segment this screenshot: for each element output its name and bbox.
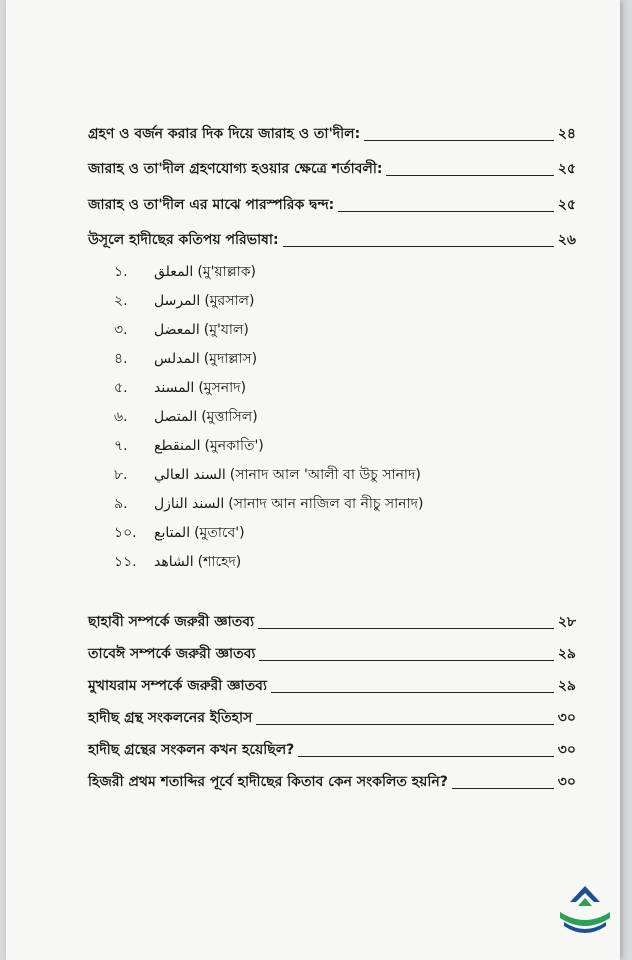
dot-leader [364, 140, 554, 141]
toc-entry-title: হাদীছ গ্রন্থের সংকলন কখন হয়েছিল? [88, 742, 295, 758]
publisher-logo-icon [554, 880, 616, 940]
term-number: ৫. [114, 380, 128, 396]
toc-entry-page: ২৮ [557, 614, 576, 630]
term-arabic: المرسل [154, 293, 201, 309]
toc-entry[interactable] [88, 157, 576, 181]
term-item[interactable] [114, 318, 249, 342]
term-arabic: السند العالي [154, 467, 226, 483]
term-bangla: (মুসনাদ) [198, 380, 247, 396]
book-page [6, 0, 620, 960]
term-item[interactable] [114, 463, 421, 487]
term-arabic: المتصل [154, 409, 198, 425]
term-bangla: (মুদাল্লাস) [203, 351, 258, 367]
term-item[interactable] [114, 550, 241, 574]
term-bangla: (মুরসাল) [204, 293, 255, 309]
dot-leader [259, 660, 553, 661]
term-item[interactable] [114, 434, 264, 458]
term-number: ২. [114, 293, 128, 309]
term-arabic: الشاهد [154, 554, 194, 570]
term-number: ৪. [114, 351, 128, 367]
toc-entry[interactable] [88, 642, 576, 666]
term-number: ১১. [114, 554, 137, 570]
term-number: ১০. [114, 525, 137, 541]
dot-leader [283, 246, 554, 247]
dot-leader [298, 756, 553, 757]
term-bangla: (মুনকাতি') [204, 438, 264, 454]
term-number: ৭. [114, 438, 128, 454]
toc-entry-page: ২৫ [557, 161, 576, 177]
toc-entry[interactable] [88, 706, 576, 730]
term-item[interactable] [114, 405, 258, 429]
dot-leader [256, 724, 554, 725]
term-item[interactable] [114, 376, 246, 400]
term-arabic: المعلق [154, 264, 194, 280]
term-arabic: المعضل [154, 322, 200, 338]
toc-entry[interactable] [88, 228, 576, 252]
toc-entry-title: হাদীছ গ্রন্থ সংকলনের ইতিহাস [88, 710, 253, 726]
term-bangla: (মুত্তাসিল) [201, 409, 258, 425]
term-bangla: (মু'যাল) [203, 322, 249, 338]
toc-entry-page: ২৯ [557, 678, 576, 694]
toc-entry-title: ছাহাবী সম্পর্কে জরুরী জ্ঞাতব্য [88, 614, 255, 630]
toc-entry-title: হিজরী প্রথম শতাব্দির পূর্বে হাদীছের কিতাব কেন সংকলিত হয়নি? [88, 774, 448, 790]
term-item[interactable] [114, 521, 245, 545]
term-bangla: (শাহেদ) [197, 554, 242, 570]
toc-entry-page: ২৫ [557, 197, 576, 213]
term-bangla: (সানাদ আন নাজিল বা নীচু সানাদ) [228, 496, 424, 512]
toc-entry[interactable] [88, 193, 576, 217]
term-number: ৩. [114, 322, 128, 338]
toc-entry[interactable] [88, 122, 576, 146]
toc-entry-title: তাবেঈ সম্পর্কে জরুরী জ্ঞাতব্য [88, 646, 256, 662]
term-arabic: السند النازل [154, 496, 225, 512]
dot-leader [452, 788, 554, 789]
term-number: ৯. [114, 496, 128, 512]
dot-leader [338, 211, 554, 212]
dot-leader [258, 628, 554, 629]
term-item[interactable] [114, 492, 423, 516]
term-arabic: المنقطع [154, 438, 201, 454]
term-bangla: (মুতাবে') [194, 525, 245, 541]
term-item[interactable] [114, 347, 257, 371]
toc-entry[interactable] [88, 674, 576, 698]
toc-entry-title: জারাহ ও তা'দীল গ্রহণযোগ্য হওয়ার ক্ষেত্রে শর্তাবলী: [88, 161, 383, 177]
term-arabic: المتابع [154, 525, 191, 541]
toc-entry-page: ৩০ [557, 742, 576, 758]
term-bangla: (সানাদ আল 'আলী বা উচু সানাদ) [229, 467, 421, 483]
toc-entry-title: মুখাযরাম সম্পর্কে জরুরী জ্ঞাতব্য [88, 678, 267, 694]
term-number: ৮. [114, 467, 128, 483]
toc-entry[interactable] [88, 770, 576, 794]
toc-entry-page: ২৬ [557, 232, 576, 248]
toc-entry-title: উসূলে হাদীছের কতিপয় পরিভাষা: [88, 232, 279, 248]
toc-entry[interactable] [88, 738, 576, 762]
toc-entry-page: ৩০ [557, 774, 576, 790]
toc-entry-title: জারাহ ও তা'দীল এর মাঝে পারস্পরিক দ্বন্দ: [88, 197, 335, 213]
dot-leader [386, 175, 553, 176]
dot-leader [271, 692, 554, 693]
term-number: ৬. [114, 409, 128, 425]
toc-entry-page: ৩০ [557, 710, 576, 726]
term-item[interactable] [114, 260, 256, 284]
term-item[interactable] [114, 289, 254, 313]
toc-entry-page: ২৪ [557, 126, 576, 142]
toc-entry[interactable] [88, 610, 576, 634]
toc-entry-page: ২৯ [557, 646, 576, 662]
term-number: ১. [114, 264, 128, 280]
term-arabic: المدلس [154, 351, 200, 367]
term-bangla: (মু'য়াল্লাক) [197, 264, 256, 280]
toc-entry-title: গ্রহণ ও বর্জন করার দিক দিয়ে জারাহ ও তা'দীল: [88, 126, 361, 142]
term-arabic: المسند [154, 380, 195, 396]
